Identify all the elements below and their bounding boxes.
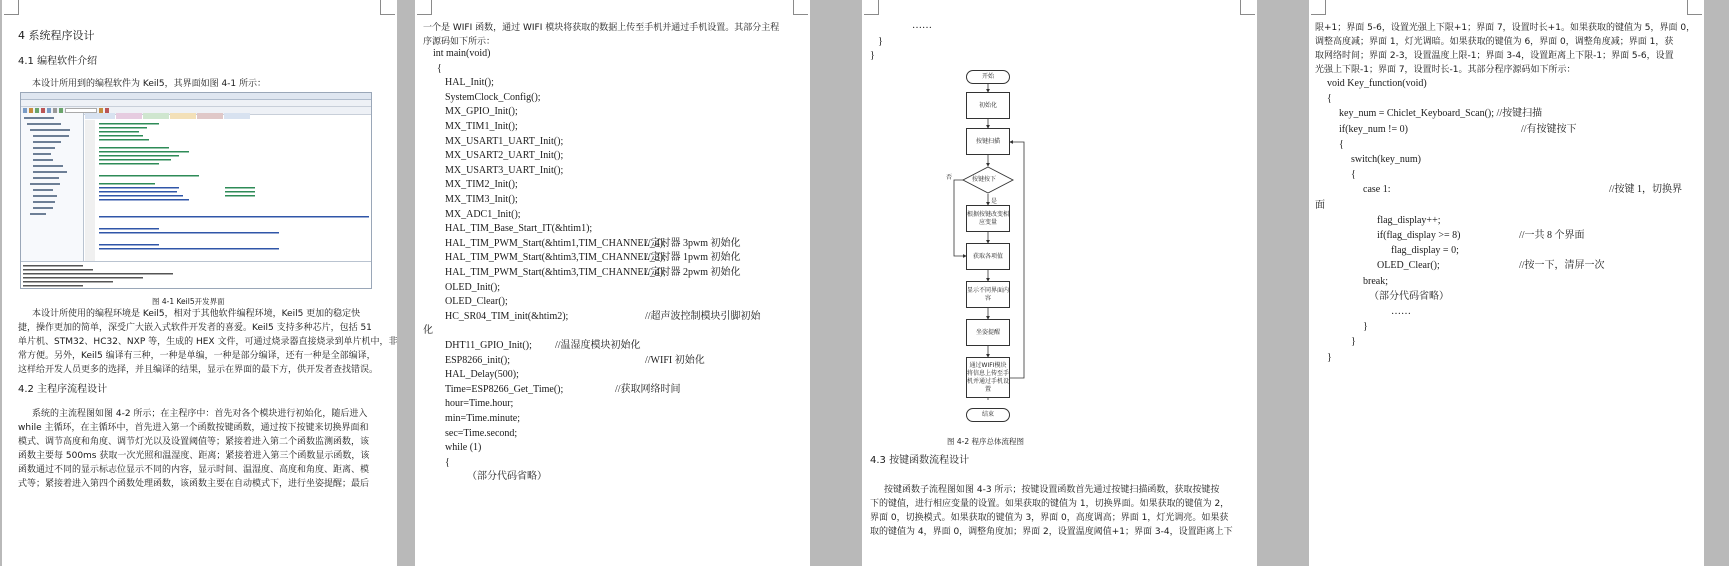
ide-editor-tabs [85, 113, 371, 119]
paragraph-line: 按键函数子流程图如图 4-3 所示；按键设置函数首先通过按键扫描函数，获取按键按 [884, 485, 1220, 495]
code-line: HAL_TIM_Base_Start_IT(&htim1); [445, 223, 593, 235]
code-line: { [1339, 138, 1344, 150]
crop-mark [417, 0, 432, 15]
code-line: HC_SR04_TIM_init(&htim2); [445, 310, 569, 322]
crop-mark [380, 0, 395, 15]
document-page-1 [2, 0, 397, 566]
crop-mark [793, 0, 808, 15]
code-line: ESP8266_init(); [445, 354, 511, 366]
figure-caption: 图 4-2 程序总体流程图 [947, 437, 1025, 446]
flowchart-modify-node: 根据按键改变相应变量 [966, 205, 1010, 232]
code-line: HAL_TIM_PWM_Start(&htim1,TIM_CHANNEL_4); [445, 237, 666, 249]
code-line: Time=ESP8266_Get_Time(); [445, 383, 564, 395]
code-line: } [1351, 336, 1356, 348]
code-comment: //按键 1，切换界 [1609, 184, 1683, 196]
code-line: MX_USART3_UART_Init(); [445, 164, 564, 176]
paragraph-line: 序源码如下所示： [423, 37, 496, 47]
paragraph-line: 本设计所使用的编程环境是 Keil5，相对于其他软件编程环境，Keil5 更加的稳定快 [32, 309, 361, 319]
paragraph-line: 函数主要每 500ms 获取一次光照和温湿度、距离；紧接着进入第三个函数显示函数，该 [18, 451, 370, 461]
code-comment: //WIFI 初始化 [645, 354, 705, 366]
code-line: （部分代码省略） [1369, 290, 1449, 302]
paragraph: 本设计所用到的编程软件为 Keil5，其界面如图 4-1 所示： [32, 79, 267, 89]
code-line: （部分代码省略） [467, 471, 547, 483]
code-line: MX_USART2_UART_Init(); [445, 150, 564, 162]
ide-menu-bar [21, 100, 371, 107]
code-line: MX_TIM2_Init(); [445, 179, 518, 191]
code-comment: //按一下，清屏一次 [1519, 260, 1605, 272]
code-line: min=Time.minute; [445, 413, 520, 424]
flowchart-init-node: 初始化 [966, 92, 1010, 119]
code-line: } [1327, 351, 1332, 363]
code-line: …… [1391, 306, 1411, 317]
code-line: OLED_Init(); [445, 281, 500, 293]
project-tree-lines [21, 113, 83, 261]
subsection-heading: 4.1 编程软件介绍 [18, 56, 98, 67]
paragraph-line: 下的键值，进行相应变量的设置。如果获取的键值为 1，切换界面。如果获取的键值为 2， [870, 499, 1230, 509]
code-line: if(key_num != 0) [1339, 123, 1408, 135]
build-output-lines [21, 262, 371, 288]
code-line: { [445, 456, 450, 468]
crop-mark [1311, 0, 1326, 15]
paragraph-line: 限+1；界面 5-6，设置光强上下限+1；界面 7，设置时长+1。如果获取的键值为 5，界面 0， [1315, 23, 1696, 33]
code-line: HAL_Init(); [445, 77, 494, 89]
paragraph-line: 这样给开发人员更多的选择，并且编译的结果，显示在界面的最下方，供开发者查找错误。 [18, 365, 379, 375]
keil5-ide-screenshot [20, 92, 372, 289]
code-line: } [1363, 321, 1368, 333]
code-line: OLED_Clear(); [445, 296, 508, 308]
document-page-4 [1309, 0, 1704, 566]
code-line: switch(key_num) [1351, 154, 1421, 165]
flowchart-keyscan-node: 按键扫描 [966, 128, 1010, 155]
paragraph-line: 光强上下限-1；界面 7，设置时长-1。其部分程序源码如下所示： [1315, 65, 1576, 75]
paragraph-line: 单片机、STM32、HC32、NXP 等，生成的 HEX 文件，可通过烧录器直接烧录到单片机中，非 [18, 337, 397, 347]
document-page-3 [862, 0, 1257, 566]
figure-caption: 图 4-1 Keil5开发界面 [152, 297, 225, 306]
paragraph-line: 取的键值为 4，界面 0，调整角度加；界面 2，设置温度阈值+1；界面 3-4，设置距离上下 [870, 527, 1233, 537]
code-comment: //一共 8 个界面 [1519, 230, 1585, 241]
code-comment: //温湿度模块初始化 [555, 340, 641, 351]
code-line: case 1: [1363, 184, 1391, 196]
code-line: HAL_TIM_PWM_Start(&htim3,TIM_CHANNEL_4); [445, 267, 666, 278]
ide-code-editor [85, 120, 371, 261]
code-line: break; [1363, 275, 1388, 287]
code-line: { [1327, 93, 1332, 105]
code-line: } [870, 50, 875, 61]
crop-mark [4, 0, 19, 15]
code-line: MX_TIM1_Init(); [445, 121, 518, 132]
document-page-2 [415, 0, 810, 566]
ide-title-bar [21, 93, 371, 100]
paragraph-line: 捷，操作更加的简单，深受广大嵌入式软件开发者的喜爱。Keil5 支持多种芯片，包括 51 [18, 323, 372, 333]
paragraph-line: 函数通过不同的显示标志位显示不同的内容，显示时间、温湿度、高度和角度、距离、模 [18, 465, 370, 475]
code-line: } [878, 36, 883, 47]
code-line: 面 [1315, 199, 1325, 211]
code-line: sec=Time.second; [445, 427, 518, 439]
code-line: { [437, 62, 442, 74]
flowchart-wifi-node: 通过WIFI模块将信息上传至手机并通过手机设置 [966, 357, 1010, 398]
code-line: void Key_function(void) [1327, 78, 1427, 89]
decision-label: 按键按下 [972, 176, 997, 183]
code-line: …… [912, 20, 932, 31]
flowchart-display-node: 显示不同界面内容 [966, 281, 1010, 308]
code-comment: //超声波控制模块引脚初始 [645, 310, 761, 322]
flowchart-end-node: 结束 [966, 408, 1010, 422]
section-heading: 4 系统程序设计 [18, 29, 95, 42]
no-label: 否 [946, 174, 953, 181]
code-comment: //有按键按下 [1521, 123, 1577, 135]
code-line: MX_TIM3_Init(); [445, 194, 518, 205]
subsection-heading: 4.3 按键函数流程设计 [870, 455, 970, 466]
paragraph-line: 一个是 WIFI 函数，通过 WIFI 模块将获取的数据上传至手机并通过手机设置。其部分主程 [423, 23, 780, 33]
paragraph-line: 调整高度减；界面 1，灯光调暗。如果获取的键值为 6，界面 0，调整角度减；界面 1，获 [1315, 37, 1674, 47]
ide-project-tree [21, 113, 84, 261]
code-line: int main(void) [433, 48, 491, 59]
code-line: flag_display = 0; [1391, 245, 1459, 257]
code-line: SystemClock_Config(); [445, 91, 541, 103]
code-comment: //获取网络时间 [615, 383, 681, 395]
code-comment: //定时器 2pwm 初始化 [645, 267, 741, 278]
code-line: flag_display++; [1377, 214, 1441, 226]
code-line: HAL_Delay(500); [445, 369, 519, 381]
paragraph-line: 模式、调节高度和角度、调节灯光以及设置阈值等；紧接着进入第二个函数监测函数，该 [18, 437, 370, 447]
yes-label: 是 [991, 198, 998, 205]
flowchart-connectors [862, 0, 1257, 400]
code-line: MX_ADC1_Init(); [445, 208, 521, 220]
code-comment: //定时器 3pwm 初始化 [645, 237, 741, 249]
code-line: MX_GPIO_Init(); [445, 106, 518, 118]
crop-mark [1687, 0, 1702, 15]
flowchart-start-node: 开始 [966, 70, 1010, 84]
code-line: OLED_Clear(); [1377, 260, 1440, 272]
code-line: HAL_TIM_PWM_Start(&htim3,TIM_CHANNEL_3); [445, 252, 666, 264]
code-line: if(flag_display >= 8) [1377, 230, 1461, 241]
code-lines [85, 120, 371, 261]
paragraph-line: 常方便。另外，Keil5 编译有三种，一种是单编，一种是部分编译，还有一种是全部编译， [18, 351, 376, 361]
paragraph-line: 界面 0，切换模式。如果获取的键值为 3，界面 0，高度调高；界面 1，灯光调亮。如果获 [870, 513, 1229, 523]
code-comment: //定时器 1pwm 初始化 [645, 252, 741, 264]
paragraph-line: 取网络时间；界面 2-3，设置温度上限-1；界面 3-4，设置距离上下限-1；界面 5-6，设置 [1315, 51, 1674, 61]
code-line: MX_USART1_UART_Init(); [445, 135, 564, 147]
code-line: DHT11_GPIO_Init(); [445, 340, 532, 351]
paragraph-line: 式等；紧接着进入第四个函数处理函数，该函数主要在自动模式下，进行坐姿提醒；最后 [18, 479, 370, 489]
paragraph-line: while 主循环，在主循环中，首先进入第一个函数按键函数，通过按下按键来切换界面和 [18, 423, 369, 433]
code-line: hour=Time.hour; [445, 398, 514, 410]
paragraph-line: 系统的主流程图如图 4-2 所示；在主程序中：首先对各个模块进行初始化，随后进入 [32, 409, 368, 419]
code-line: 化 [423, 325, 433, 337]
code-line: { [1351, 169, 1356, 181]
subsection-heading: 4.2 主程序流程设计 [18, 384, 108, 395]
code-line: key_num = Chiclet_Keyboard_Scan(); //按键扫描 [1339, 108, 1543, 120]
ide-build-output [21, 261, 371, 288]
flowchart-process-node: 坐姿提醒 [966, 319, 1010, 346]
code-line: while (1) [445, 442, 482, 454]
flowchart-detect-node: 获取各项值 [966, 243, 1010, 270]
